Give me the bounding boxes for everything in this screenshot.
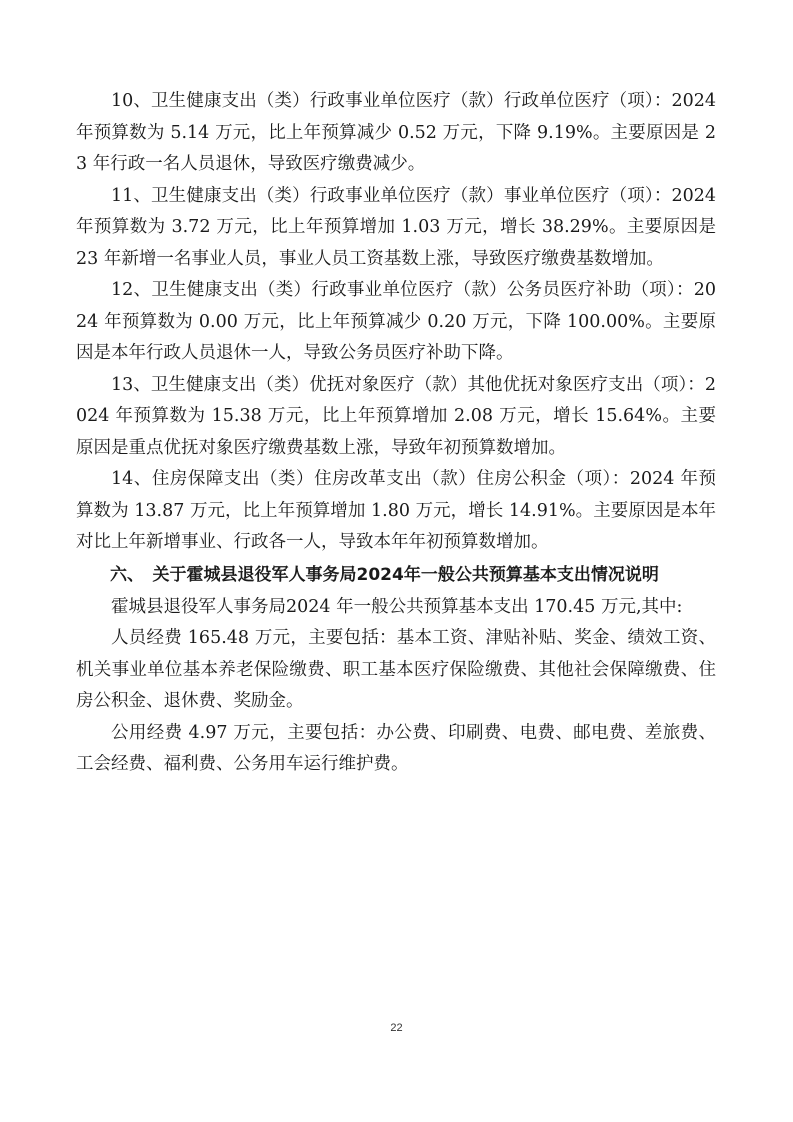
page-number: 22 bbox=[390, 1022, 403, 1034]
paragraph-basic-expenditure-total: 霍城县退役军人事务局2024 年一般公共预算基本支出 170.45 万元,其中: bbox=[111, 596, 683, 617]
paragraph-public-expenses: 公用经费 4.97 万元，主要包括：办公费、印刷费、电费、邮电费、差旅费、工会经费、福利费、公务用车运行维护费。 bbox=[76, 722, 716, 774]
paragraph-personnel-expenses: 人员经费 165.48 万元，主要包括：基本工资、津贴补贴、奖金、绩效工资、机关事业单位基本养老保险缴费、职工基本医疗保险缴费、其他社会保障缴费、住房公积金、退休费、奖励金。 bbox=[76, 628, 716, 711]
page-content bbox=[76, 86, 716, 781]
paragraph-health-admin-medical: 10、卫生健康支出（类）行政事业单位医疗（款）行政单位医疗（项）：2024 年预算数为 5.14 万元，比上年预算减少 0.52 万元，下降 9.19%。主要原因是 23 年行政一名人员退休，导致医疗缴费减少。 bbox=[76, 91, 716, 174]
paragraph-health-institution-medical: 11、卫生健康支出（类）行政事业单位医疗（款）事业单位医疗（项）：2024 年预算数为 3.72 万元，比上年预算增加 1.03 万元，增长 38.29%。主要原因是 23 年新增一名事业人员，事业人员工资基数上涨，导致医疗缴费基数增加。 bbox=[76, 185, 716, 269]
paragraph-special-care-medical: 13、卫生健康支出（类）优抚对象医疗（款）其他优抚对象医疗支出（项）：2024 年预算数为 15.38 万元，比上年预算增加 2.08 万元，增长 15.64%。主要原因是重点优抚对象医疗缴费基数上涨，导致年初预算数增加。 bbox=[76, 374, 716, 458]
section-heading: 六、 关于霍城县退役军人事务局2024年一般公共预算基本支出情况说明 bbox=[110, 564, 659, 585]
paragraph-civil-servant-medical-subsidy: 12、卫生健康支出（类）行政事业单位医疗（款）公务员医疗补助（项）：2024 年预算数为 0.00 万元，比上年预算减少 0.20 万元，下降 100.00%。主要原因是本年行政人员退休一人，导致公务员医疗补助下降。 bbox=[76, 280, 716, 363]
paragraph-housing-provident-fund: 14、住房保障支出（类）住房改革支出（款）住房公积金（项）：2024 年预算数为 13.87 万元，比上年预算增加 1.80 万元，增长 14.91%。主要原因是本年对比上年新增事业、行政各一人，导致本年年初预算数增加。 bbox=[76, 469, 716, 552]
